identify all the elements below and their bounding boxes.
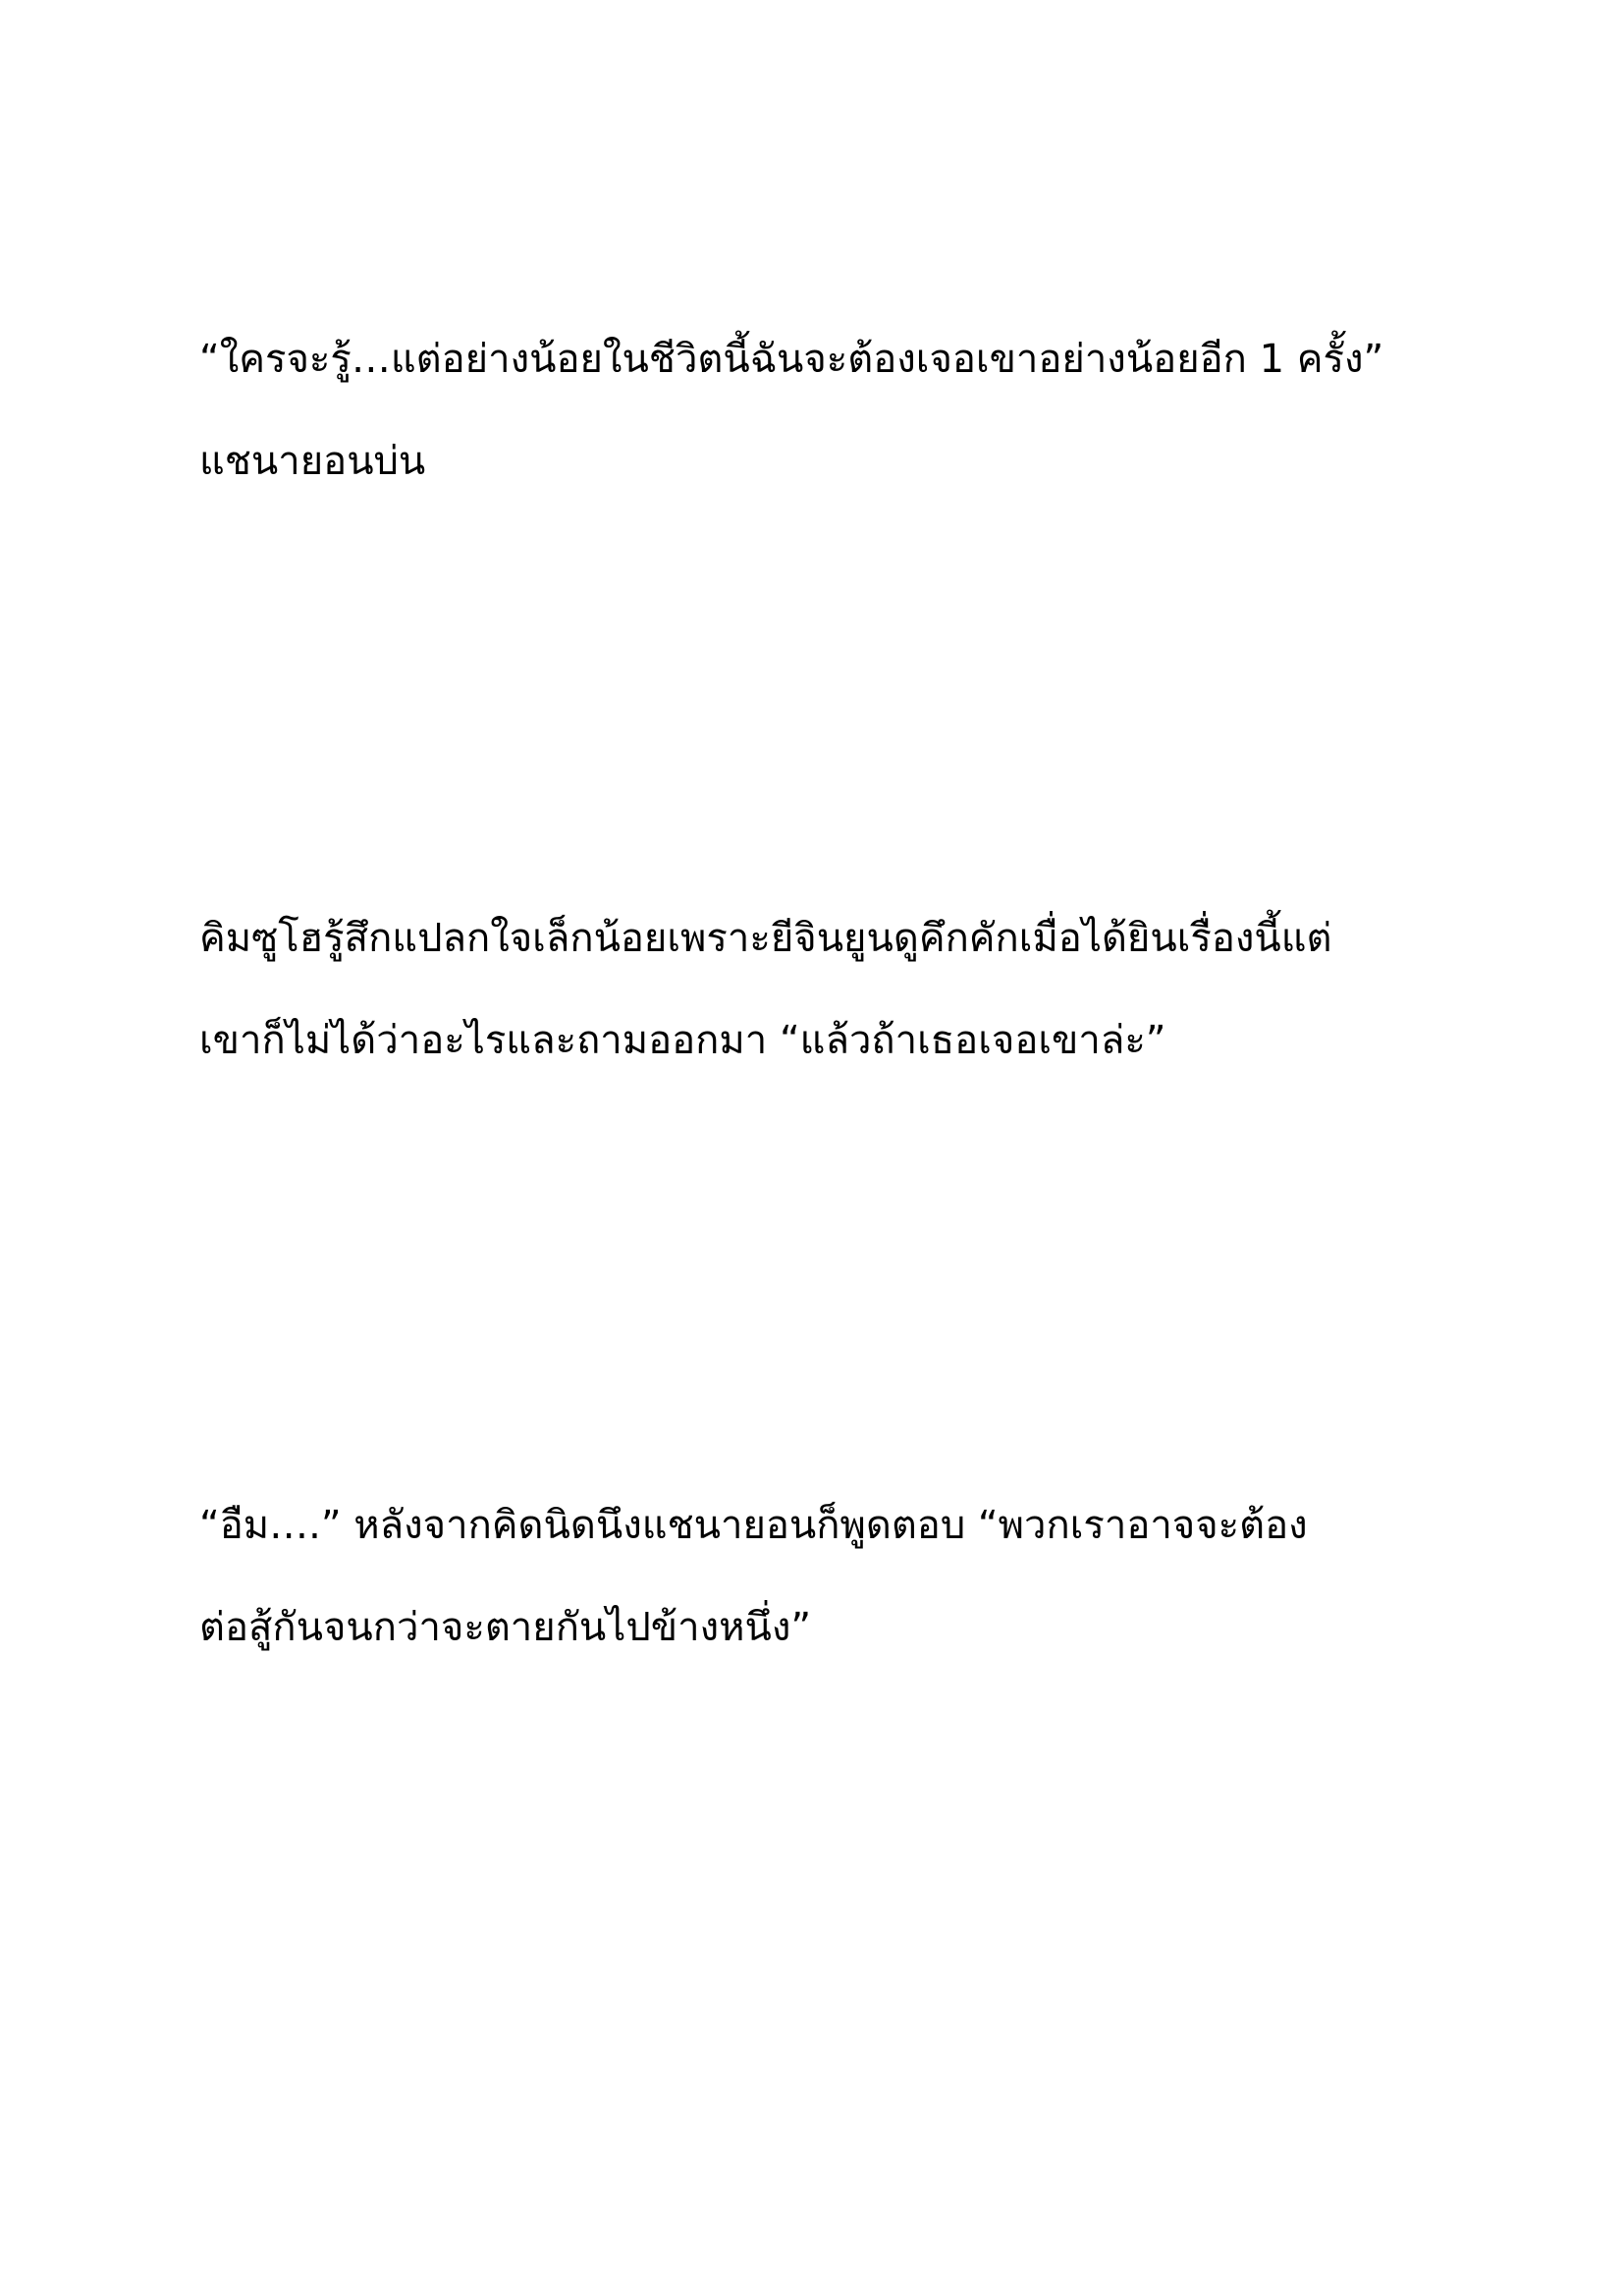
paragraph-line: ต่อสู้กันจนกว่าจะตายกันไปข้างหนึ่ง” xyxy=(199,1605,812,1650)
paragraph-line: คิมซูโฮรู้สึกแปลกใจเล็กน้อยเพราะยีจินยูนดูคึกคักเมื่อได้ยินเรื่องนี้แต่ xyxy=(199,916,1332,961)
paragraph-line: “ใครจะรู้…แต่อย่างน้อยในชีวิตนี้ฉันจะต้องเจอเขาอย่างน้อยอีก 1 ครั้ง” xyxy=(199,337,1384,382)
paragraph-line: แชนายอนบ่น xyxy=(199,439,426,484)
paragraph-line: เขาก็ไม่ได้ว่าอะไรและถามออกมา “แล้วถ้าเธอเจอเขาล่ะ” xyxy=(199,1018,1166,1063)
paragraph-line: “อืม….” หลังจากคิดนิดนึงแชนายอนก็พูดตอบ “พวกเราอาจจะต้อง xyxy=(199,1503,1308,1548)
